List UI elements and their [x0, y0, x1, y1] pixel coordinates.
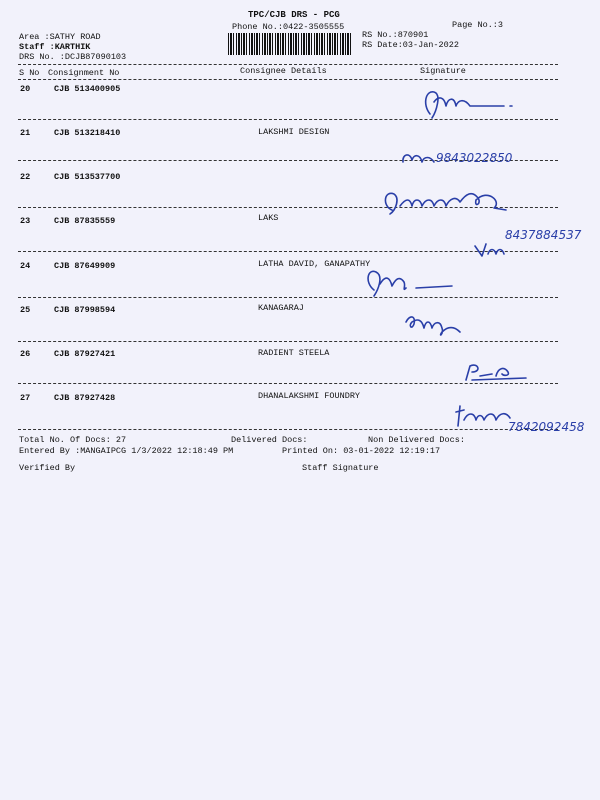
total-docs: Total No. Of Docs: 27	[19, 435, 127, 445]
signature-row-21	[400, 150, 440, 166]
row-24-consignment: CJB 87649909	[54, 261, 116, 271]
column-header-signature: Signature	[420, 66, 466, 76]
signature-row-25	[402, 310, 466, 340]
entered-by: Entered By :MANGAIPCG 1/3/2022 12:18:49 PM	[19, 446, 234, 456]
row-24-consignee: LATHA DAVID, GANAPATHY	[258, 259, 371, 269]
row-25-consignee: KANAGARAJ	[258, 303, 304, 313]
delivered-docs: Delivered Docs:	[231, 435, 308, 445]
phone-number: Phone No.:0422-3505555	[232, 22, 345, 32]
row-20-sno: 20	[20, 84, 31, 94]
signature-row-22	[378, 180, 528, 220]
rs-number: RS No.:870901	[362, 30, 429, 40]
drs-number: DRS No. :DCJB87090103	[19, 52, 127, 62]
row-26-sno: 26	[20, 349, 31, 359]
page-number: Page No.:3	[452, 20, 504, 30]
column-header-consignment: Consignment No	[48, 68, 120, 78]
rs-date: RS Date:03-Jan-2022	[362, 40, 459, 50]
signature-row-24	[362, 264, 462, 298]
signature-row-27-number: 7842092458	[508, 420, 585, 434]
row-26-consignee: RADIENT STEELA	[258, 348, 330, 358]
column-header-consignee: Consignee Details	[240, 66, 327, 76]
row-23-consignment: CJB 87835559	[54, 216, 116, 226]
row-26-consignment: CJB 87927421	[54, 349, 116, 359]
signature-row-21-number: 9843022850	[436, 151, 513, 165]
row-25-sno: 25	[20, 305, 31, 315]
row-divider	[18, 341, 558, 342]
row-24-sno: 24	[20, 261, 31, 271]
non-delivered-docs: Non Delivered Docs:	[368, 435, 465, 445]
divider	[18, 64, 558, 65]
row-27-consignment: CJB 87927428	[54, 393, 116, 403]
row-22-sno: 22	[20, 172, 31, 182]
row-23-consignee: LAKS	[258, 213, 279, 223]
barcode	[228, 33, 353, 55]
row-27-sno: 27	[20, 393, 31, 403]
area-label: Area :SATHY ROAD	[19, 32, 101, 42]
row-21-consignment: CJB 513218410	[54, 128, 121, 138]
document-title: TPC/CJB DRS - PCG	[248, 10, 340, 20]
row-23-sno: 23	[20, 216, 31, 226]
row-21-sno: 21	[20, 128, 31, 138]
column-header-sno: S No	[19, 68, 40, 78]
row-20-consignment: CJB 513400905	[54, 84, 121, 94]
row-divider	[18, 297, 558, 298]
row-25-consignment: CJB 87998594	[54, 305, 116, 315]
staff-signature-label: Staff Signature	[302, 463, 379, 473]
divider	[18, 79, 558, 80]
verified-by: Verified By	[19, 463, 76, 473]
printed-on: Printed On: 03-01-2022 12:19:17	[282, 446, 441, 456]
row-21-consignee: LAKSHMI DESIGN	[258, 127, 330, 137]
signature-row-26	[462, 360, 532, 384]
row-27-consignee: DHANALAKSHMI FOUNDRY	[258, 391, 361, 401]
signature-row-20	[418, 84, 528, 120]
signature-row-23	[472, 240, 508, 260]
signature-row-23-number: 8437884537	[505, 228, 582, 242]
row-22-consignment: CJB 513537700	[54, 172, 121, 182]
staff-label: Staff :KARTHIK	[19, 42, 91, 52]
